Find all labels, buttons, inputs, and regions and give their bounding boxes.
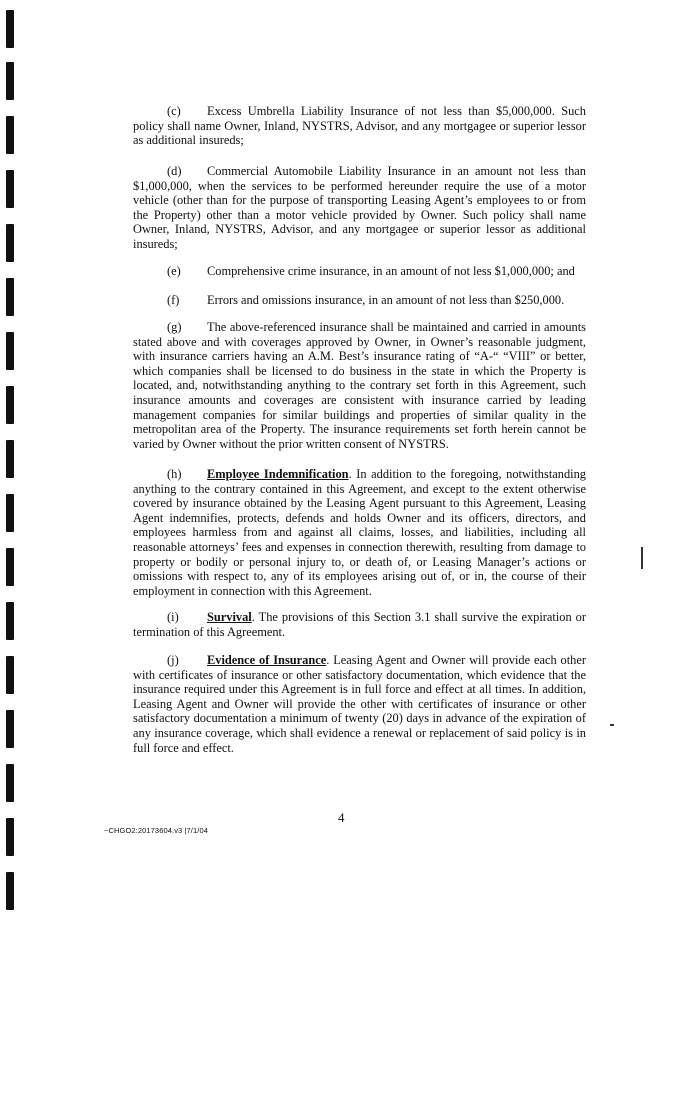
binder-mark (6, 386, 14, 424)
paragraph-text: Excess Umbrella Liability Insurance of not less than $5,000,000. Such policy shall name Owner, Inland, NYSTRS, Advisor, and any mortgagee or superior lessor as additional insureds; (133, 104, 586, 148)
binder-mark (6, 10, 14, 48)
binder-mark (6, 548, 14, 586)
paragraph-j (133, 653, 586, 755)
paragraph-g (133, 320, 586, 451)
paragraph-heading: Survival (207, 610, 252, 624)
paragraph-text: Comprehensive crime insurance, in an amount of not less $1,000,000; and (207, 264, 575, 278)
binder-mark (6, 332, 14, 370)
binder-mark (6, 710, 14, 748)
binder-mark (6, 278, 14, 316)
binder-mark (6, 440, 14, 478)
paragraph-label: (h) (167, 467, 182, 481)
paragraph-text: Errors and omissions insurance, in an amount of not less than $250,000. (207, 293, 565, 307)
margin-scan-mark (610, 724, 614, 726)
paragraph-f (133, 293, 564, 308)
paragraph-text: Commercial Automobile Liability Insurance in an amount not less than $1,000,000, when the services to be performed hereunder require the use of a motor vehicle (other than for the purpose of transporting Leasing Agent’s employees to or from the Property) other than a motor vehicle provided by Owner. Such policy shall name Owner, Inland, NYSTRS, Advisor, and any mortgagee or superior lessor as additional insureds; (133, 164, 586, 251)
paragraph-label: (c) (167, 104, 181, 118)
binder-mark (6, 764, 14, 802)
binder-mark (6, 494, 14, 532)
binder-mark (6, 656, 14, 694)
margin-scan-mark (641, 547, 643, 569)
paragraph-label: (i) (167, 610, 179, 624)
paragraph-h (133, 467, 586, 598)
paragraph-label: (d) (167, 164, 182, 178)
binder-punch-marks (0, 0, 20, 1120)
paragraph-heading: Evidence of Insurance (207, 653, 327, 667)
paragraph-label: (g) (167, 320, 182, 334)
binder-mark (6, 116, 14, 154)
paragraph-label: (e) (167, 264, 181, 278)
paragraph-label: (j) (167, 653, 179, 667)
footer-document-id: ~CHGO2:20173604.v3 |7/1/04 (104, 826, 208, 835)
paragraph-label: (f) (167, 293, 180, 307)
binder-mark (6, 602, 14, 640)
binder-mark (6, 224, 14, 262)
paragraph-heading: Employee Indemnification (207, 467, 349, 481)
paragraph-text: . Leasing Agent and Owner will provide each other with certificates of insurance or other satisfactory documentation, which evidence that the insurance required under this Agreement is in full force and effect at all times. In addition, Leasing Agent and Owner will provide the other with certificates of insurance or other satisfactory documentation a minimum of twenty (20) days in advance of the expiration of any insurance coverage, which shall evidence a renewal or replacement of said policy is in full force and effect. (133, 653, 586, 755)
paragraph-i (133, 610, 586, 639)
binder-mark (6, 170, 14, 208)
paragraph-e (133, 264, 575, 279)
paragraph-text: The above-referenced insurance shall be maintained and carried in amounts stated above and with coverages approved by Owner, in Owner’s reasonable judgment, with insurance carriers having an A.M. Best’s insurance rating of “A-“ “VIII” or better, which companies shall be licensed to do business in the state in which the Property is located, and, notwithstanding anything to the contrary set forth in this Agreement, such insurance amounts and coverages are consistent with insurance carried by leading management companies for similar buildings and properties of similar quality in the metropolitan area of the Property. The insurance requirements set forth herein cannot be varied by Owner without the prior written consent of NYSTRS. (133, 320, 586, 451)
paragraph-text: . The provisions of this Section 3.1 shall survive the expiration or termination of this Agreement. (133, 610, 586, 639)
paragraph-text: . In addition to the foregoing, notwithstanding anything to the contrary contained in this Agreement, and except to the extent otherwise covered by insurance obtained by the Leasing Agent pursuant to this Agreement, Leasing Agent indemnifies, protects, defends and holds Owner and its officers, directors, and employees harmless from and against all claims, losses, and liabilities, including all reasonable attorneys’ fees and expenses in connection therewith, resulting from damage to property or bodily or personal injury to, or death of, or Leasing Manager’s actions or omissions with respect to, any of its employees arising out of, or in, the course of their employment in connection with this Agreement. (133, 467, 586, 598)
binder-mark (6, 62, 14, 100)
binder-mark (6, 872, 14, 910)
paragraph-c (133, 104, 586, 148)
page-number: 4 (338, 810, 345, 825)
paragraph-d (133, 164, 586, 252)
binder-mark (6, 818, 14, 856)
